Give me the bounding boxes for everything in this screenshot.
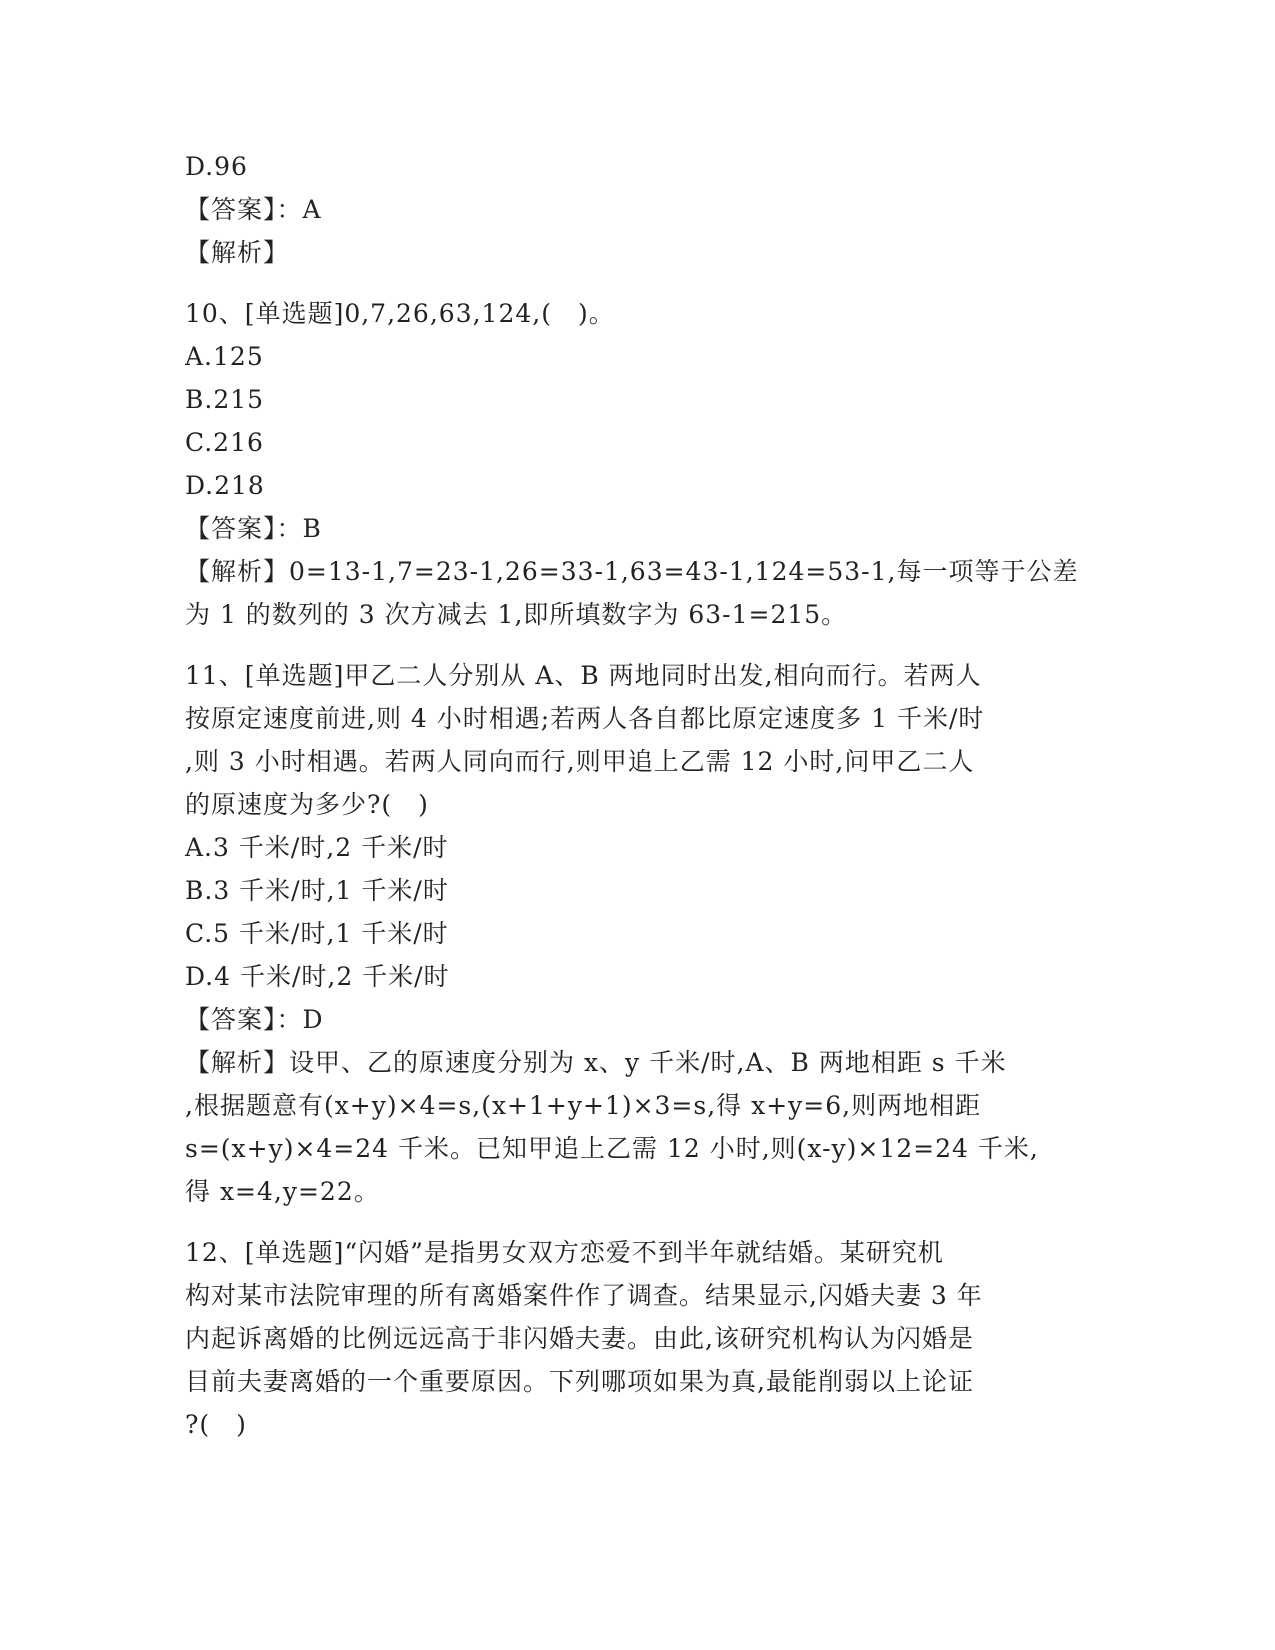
- option-a: A.125: [185, 342, 264, 371]
- analysis-line: 为 1 的数列的 3 次方减去 1,即所填数字为 63-1=215。: [185, 600, 848, 629]
- analysis-line: 【解析】设甲、乙的原速度分别为 x、y 千米/时,A、B 两地相距 s 千米: [185, 1048, 1007, 1077]
- question-11-stem: 的原速度为多少?( ): [185, 790, 429, 819]
- document-page: [185, 145, 1085, 1446]
- option-c: C.5 千米/时,1 千米/时: [185, 919, 449, 948]
- question-11-stem: 11、[单选题]甲乙二人分别从 A、B 两地同时出发,相向而行。若两人: [185, 661, 982, 690]
- question-11-stem: 按原定速度前进,则 4 小时相遇;若两人各自都比原定速度多 1 千米/时: [185, 704, 985, 733]
- question-12-stem: 内起诉离婚的比例远远高于非闪婚夫妻。由此,该研究机构认为闪婚是: [185, 1324, 974, 1353]
- option-a: A.3 千米/时,2 千米/时: [185, 833, 449, 862]
- question-12-stem: 12、[单选题]“闪婚”是指男女双方恋爱不到半年就结婚。某研究机: [185, 1238, 944, 1267]
- analysis-line: 【解析】0=13-1,7=23-1,26=33-1,63=43-1,124=53-1,每一项等于公差: [185, 557, 1079, 586]
- question-10-stem: 10、[单选题]0,7,26,63,124,( )。: [185, 299, 615, 328]
- answer-line: 【答案】：D: [185, 1005, 324, 1034]
- option-b: B.215: [185, 385, 265, 414]
- analysis-line: ,根据题意有(x+y)×4=s,(x+1+y+1)×3=s,得 x+y=6,则两地相距: [185, 1091, 982, 1120]
- analysis-line: 【解析】: [185, 238, 290, 267]
- option-b: B.3 千米/时,1 千米/时: [185, 876, 449, 905]
- answer-line: 【答案】：B: [185, 514, 322, 543]
- option-d: D.218: [185, 471, 265, 500]
- question-11-stem: ,则 3 小时相遇。若两人同向而行,则甲追上乙需 12 小时,问甲乙二人: [185, 747, 975, 776]
- question-12-stem: ?( ): [185, 1410, 247, 1439]
- analysis-line: s=(x+y)×4=24 千米。已知甲追上乙需 12 小时,则(x-y)×12=24 千米,: [185, 1134, 1039, 1163]
- question-12-stem: 目前夫妻离婚的一个重要原因。下列哪项如果为真,最能削弱以上论证: [185, 1367, 974, 1396]
- option-d: D.96: [185, 152, 248, 181]
- question-12-stem: 构对某市法院审理的所有离婚案件作了调查。结果显示,闪婚夫妻 3 年: [185, 1281, 983, 1310]
- option-c: C.216: [185, 428, 264, 457]
- answer-line: 【答案】：A: [185, 195, 322, 224]
- analysis-line: 得 x=4,y=22。: [185, 1177, 380, 1206]
- option-d: D.4 千米/时,2 千米/时: [185, 962, 450, 991]
